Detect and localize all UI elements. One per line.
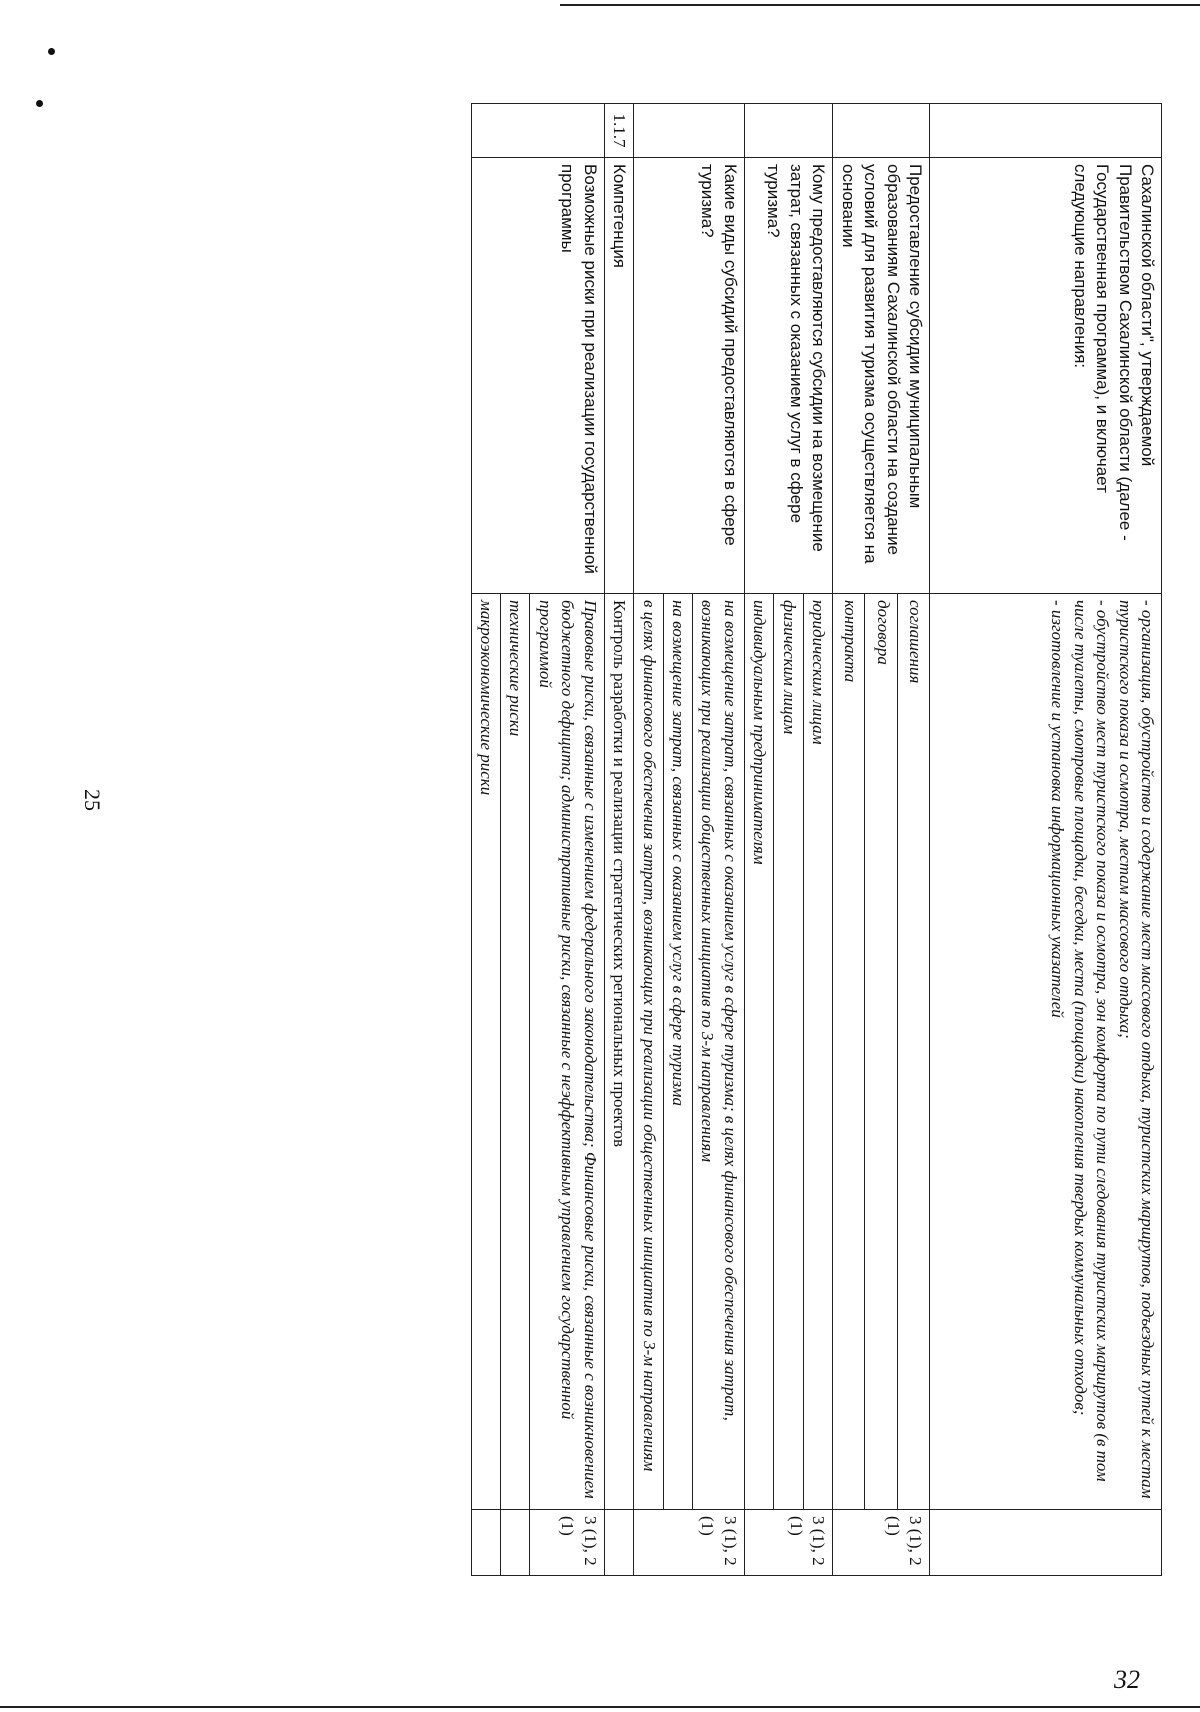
question-cell: Кому предоставляются субсидии на возмещение затрат, связанных с оказанием услуг в сфере туризма? (744, 158, 832, 594)
reference-cell: 3 (1), 2 (1) (634, 1510, 745, 1576)
test-table (471, 103, 1162, 1576)
table-row (604, 104, 633, 1576)
table-row (897, 104, 929, 1576)
reference-cell: 3 (1), 2 (1) (833, 1510, 930, 1576)
table-row (530, 104, 604, 1576)
rotated-document (172, 103, 1162, 1575)
answer-option: на возмещение затрат, связанных с оказанием услуг в сфере туризма; в целях финансового обеспечения затрат, возникающих при реализации общественных инициатив по 3-м направлениям (693, 594, 745, 1510)
answer-option: в целях финансового обеспечения затрат, возникающих при реализации общественных инициатив по 3-м направлениям (634, 594, 663, 1510)
answer-option: - обустройство мест туристского показа и осмотра, зон комфорта по пути следования туристских маршрутов (в том числе туалеты, смотровые площадки, беседки, места (площадки) накопления твердых коммунальных отходов; (1070, 600, 1113, 1482)
scan-speck (48, 48, 55, 55)
question-cell: Какие виды субсидий предоставляются в сфере туризма? (634, 158, 745, 594)
answer-option: - изготовление и установка информационных указателей (1048, 600, 1068, 1018)
question-cell: Сахалинской области", утверждаемой Правительством Сахалинской области (далее - Государственная программа), и включает следующие направления: (930, 158, 1162, 594)
empty-cell (501, 1510, 530, 1576)
answer-option: - организация, обустройство и содержание мест массового отдыха, туристских маршрутов, подъездных путей к местам туристского показа и осмотра, местам массового отдыха; (1115, 600, 1157, 1499)
reference-cell: 3 (1), 2 (1) (744, 1510, 832, 1576)
page-number: 25 (80, 789, 105, 811)
answer-option: Правовые риски, связанные с изменением федерального законодательства; Финансовые риски, связанные с возникновением бюджетного дефицита; административные риски, связанные с неэффективным управлением государственной программой (530, 594, 604, 1510)
row-number (744, 104, 832, 158)
question-cell: Компетенция (604, 158, 633, 594)
reference-cell: 3 (1), 2 (1) (530, 1510, 604, 1576)
row-number (930, 104, 1162, 158)
answer-cell: Контроль разработки и реализации стратегических региональных проектов (604, 594, 633, 1510)
row-number: 1.1.7 (604, 104, 633, 158)
scan-speck (36, 100, 43, 107)
question-cell: Предоставление субсидии муниципальным образованиям Сахалинской области на создание условий для развития туризма осуществляется на основании (833, 158, 930, 594)
answer-option: индивидуальным предпринимателям (744, 594, 773, 1510)
answer-cell (930, 594, 1162, 1510)
reference-cell (930, 1510, 1162, 1576)
row-number (833, 104, 930, 158)
answer-option: контракта (833, 594, 865, 1510)
row-number (471, 104, 604, 158)
table-row (803, 104, 832, 1576)
answer-option: соглашения (897, 594, 929, 1510)
answer-option: договора (865, 594, 897, 1510)
answer-option: физическим лицам (774, 594, 803, 1510)
sheet-number: 32 (1114, 1665, 1140, 1694)
question-cell: Возможные риски при реализации государственной программы (471, 158, 604, 594)
empty-cell (471, 1510, 500, 1576)
table-row (930, 104, 1162, 1576)
reference-cell (604, 1510, 633, 1576)
answer-option: юридическим лицам (803, 594, 832, 1510)
row-number (634, 104, 745, 158)
bottom-border-line (0, 1706, 1200, 1708)
answer-option: технические риски (501, 594, 530, 1510)
answer-option: на возмещение затрат, связанных с оказанием услуг в сфере туризма (663, 594, 692, 1510)
answer-option: макроэкономические риски (471, 594, 500, 1510)
table-row (693, 104, 745, 1576)
top-border-line (560, 4, 1200, 6)
